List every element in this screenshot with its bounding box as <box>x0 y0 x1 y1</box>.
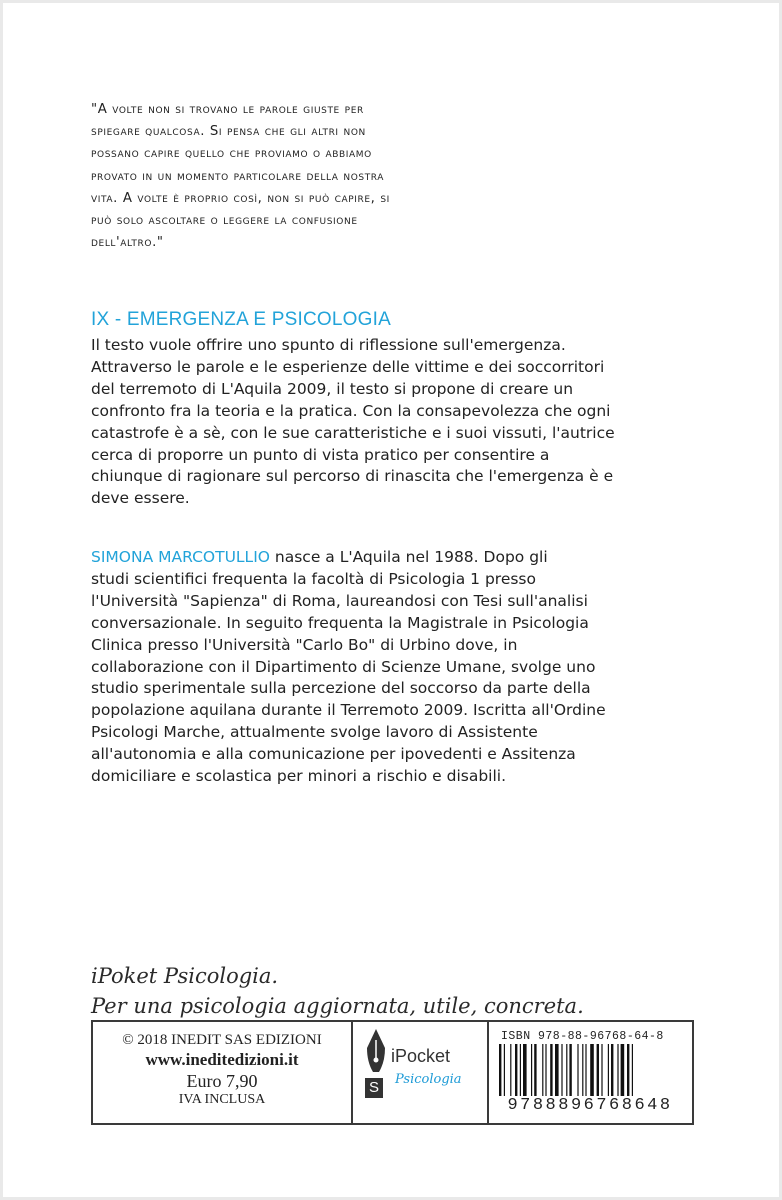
barcode-icon <box>497 1044 683 1096</box>
bio-first-line-text: nasce a L'Aquila nel 1988. Dopo gli <box>269 548 548 566</box>
bio-line: popolazione aquilana durante il Terremoto 2009. Iscritta all'Ordine <box>91 701 606 720</box>
bio-line: Psicologi Marche, attualmente svolge lavoro di Assistente <box>91 723 538 742</box>
bio-line: collaborazione con il Dipartimento di Scienze Umane, svolge uno <box>91 657 596 676</box>
bio-first-line <box>91 547 731 569</box>
bio-line: all'autonomia e alla comunicazione per ipovedenti e Assitenza <box>91 745 576 764</box>
tagline-series-name: iPoket Psicologia. <box>91 964 279 988</box>
author-name: SIMONA MARCOTULLIO <box>91 548 270 566</box>
quote-line: può solo ascoltare o leggere la confusione <box>91 213 358 229</box>
quote-line: possano capire quello che proviamo o abbiamo <box>91 146 372 162</box>
vat-note: IVA INCLUSA <box>178 1092 266 1107</box>
quote-line: dell'altro." <box>91 235 164 251</box>
bio-line: studi scientifici frequenta la facoltà di Psicologia 1 presso <box>91 569 536 588</box>
description-line: deve essere. <box>91 489 190 508</box>
quote-line: vita. A volte è proprio così, non si può capire, si <box>91 190 390 206</box>
isbn-number: ISBN 978-88-96768-64-8 <box>501 1030 664 1043</box>
barcode-area <box>489 1022 692 1123</box>
description-line: confronto fra la teoria e la pratica. Con la consapevolezza che ogni <box>91 401 611 420</box>
copyright-notice: © 2018 INEDIT SAS EDIZIONI <box>122 1032 322 1048</box>
pen-nib-icon <box>365 1028 387 1080</box>
book-back-cover <box>3 3 779 1197</box>
epigraph-quote <box>91 99 561 254</box>
tagline-motto: Per una psicologia aggiornata, utile, concreta. <box>91 994 584 1018</box>
description-line: Il testo vuole offrire uno spunto di riflessione sull'emergenza. <box>91 336 566 354</box>
bio-line: conversazionale. In seguito frequenta la Magistrale in Psicologia <box>91 613 589 632</box>
logo-s-badge: S <box>365 1078 383 1098</box>
bio-line: studio sperimentale sulla percezione del soccorso da parte della <box>91 679 591 698</box>
publisher-info-box <box>91 1020 694 1125</box>
quote-line: "A volte non si trovano le parole giuste per <box>91 102 364 117</box>
description-line: cerca di proporre un punto di vista pratico per consentire a <box>91 445 550 464</box>
book-price: Euro 7,90 <box>186 1071 258 1091</box>
description-line: Attraverso le parole e le esperienze delle vittime e dei soccorritori <box>91 357 605 376</box>
series-logo <box>353 1022 489 1123</box>
publisher-website: www.ineditedizioni.it <box>145 1050 299 1069</box>
ean-digits: 9788896768648 <box>507 1096 673 1115</box>
logo-subtitle: Psicologia <box>395 1072 462 1087</box>
publisher-details <box>93 1022 353 1123</box>
book-description <box>91 335 731 510</box>
description-line: del terremoto di L'Aquila 2009, il testo si propone di creare un <box>91 379 574 398</box>
author-bio <box>91 547 731 788</box>
bio-line: Clinica presso l'Università "Carlo Bo" di Urbino dove, in <box>91 635 518 654</box>
quote-line: spiegare qualcosa. Si pensa che gli altri non <box>91 124 366 140</box>
section-title: IX - EMERGENZA E PSICOLOGIA <box>91 309 391 330</box>
description-line: chiunque di ragionare sul percorso di rinascita che l'emergenza è e <box>91 467 614 486</box>
bio-line: l'Università "Sapienza" di Roma, laureandosi con Tesi sull'analisi <box>91 591 588 610</box>
bio-line: domiciliare e scolastica per minori a rischio e disabili. <box>91 767 507 786</box>
quote-line: provato in un momento particolare della nostra <box>91 168 385 184</box>
series-tagline <box>91 961 584 1021</box>
description-line: catastrofe è a sè, con le sue caratteristiche e i suoi vissuti, l'autrice <box>91 423 615 442</box>
logo-name: iPocket <box>391 1046 451 1066</box>
